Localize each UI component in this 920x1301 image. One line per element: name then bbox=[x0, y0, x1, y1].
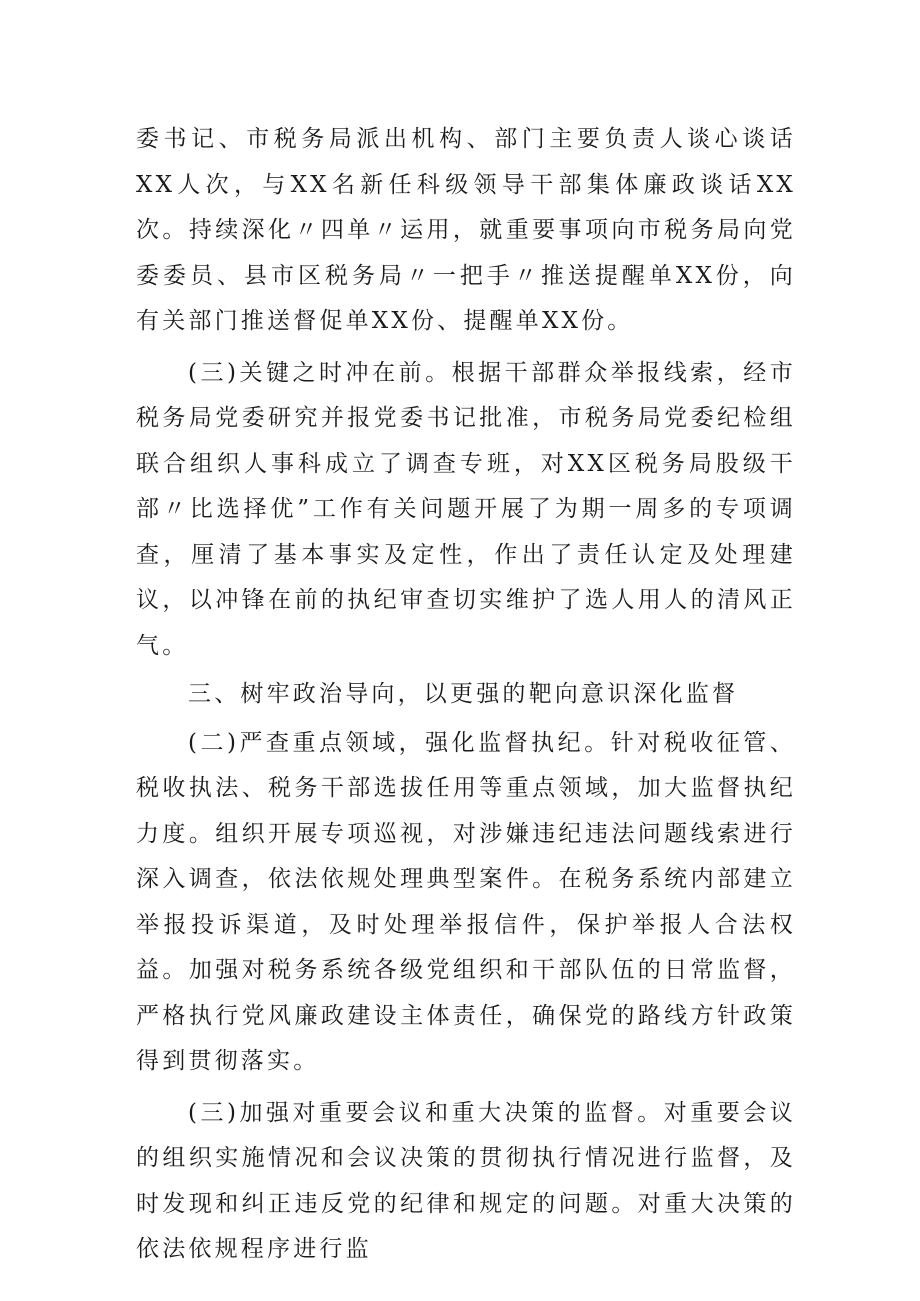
paragraph-key-moments: (三)关键之时冲在前。根据干部群众举报线索，经市税务局党委研究并报党委书记批准，市税务局党委纪检组联合组织人事科成立了调查专班，对XX区税务局股级干部〃比选择优”工作有关问题开展了为期一周多的专项调查，厘清了基本事实及定性，作出了责任认定及处理建议，以冲锋在前的执纪审查切实维护了选人用人的清风正气。 bbox=[136, 359, 796, 659]
paragraph-key-areas: (二)严查重点领域，强化监督执纪。针对税收征管、税收执法、税务干部选拔任用等重点领域，加大监督执纪力度。组织开展专项巡视，对涉嫌违纪违法问题线索进行深入调查，依法依规处理典型案件。在税务系统内部建立举报投诉渠道，及时处理举报信件，保护举报人合法权益。加强对税务系统各级党组织和干部队伍的日常监督，严格执行党风廉政建设主体责任，确保党的路线方针政策得到贯彻落实。 bbox=[136, 729, 796, 1074]
paragraph-major-decisions: (三)加强对重要会议和重大决策的监督。对重要会议的组织实施情况和会议决策的贯彻执行情况进行监督，及时发现和纠正违反党的纪律和规定的问题。对重大决策的依法依规程序进行监 bbox=[136, 1099, 796, 1262]
paragraph-continuation: 委书记、市税务局派出机构、部门主要负责人谈心谈话XX人次，与XX名新任科级领导干部集体廉政谈话XX次。持续深化〃四单〃运用，就重要事项向市税务局向党委委员、县市区税务局〃一把手〃推送提醒单XX份，向有关部门推送督促单XX份、提醒单XX份。 bbox=[136, 126, 796, 334]
document-body bbox=[136, 117, 796, 1273]
section-heading-political-orientation: 三、树牢政治导向，以更强的靶向意识深化监督 bbox=[188, 681, 739, 707]
